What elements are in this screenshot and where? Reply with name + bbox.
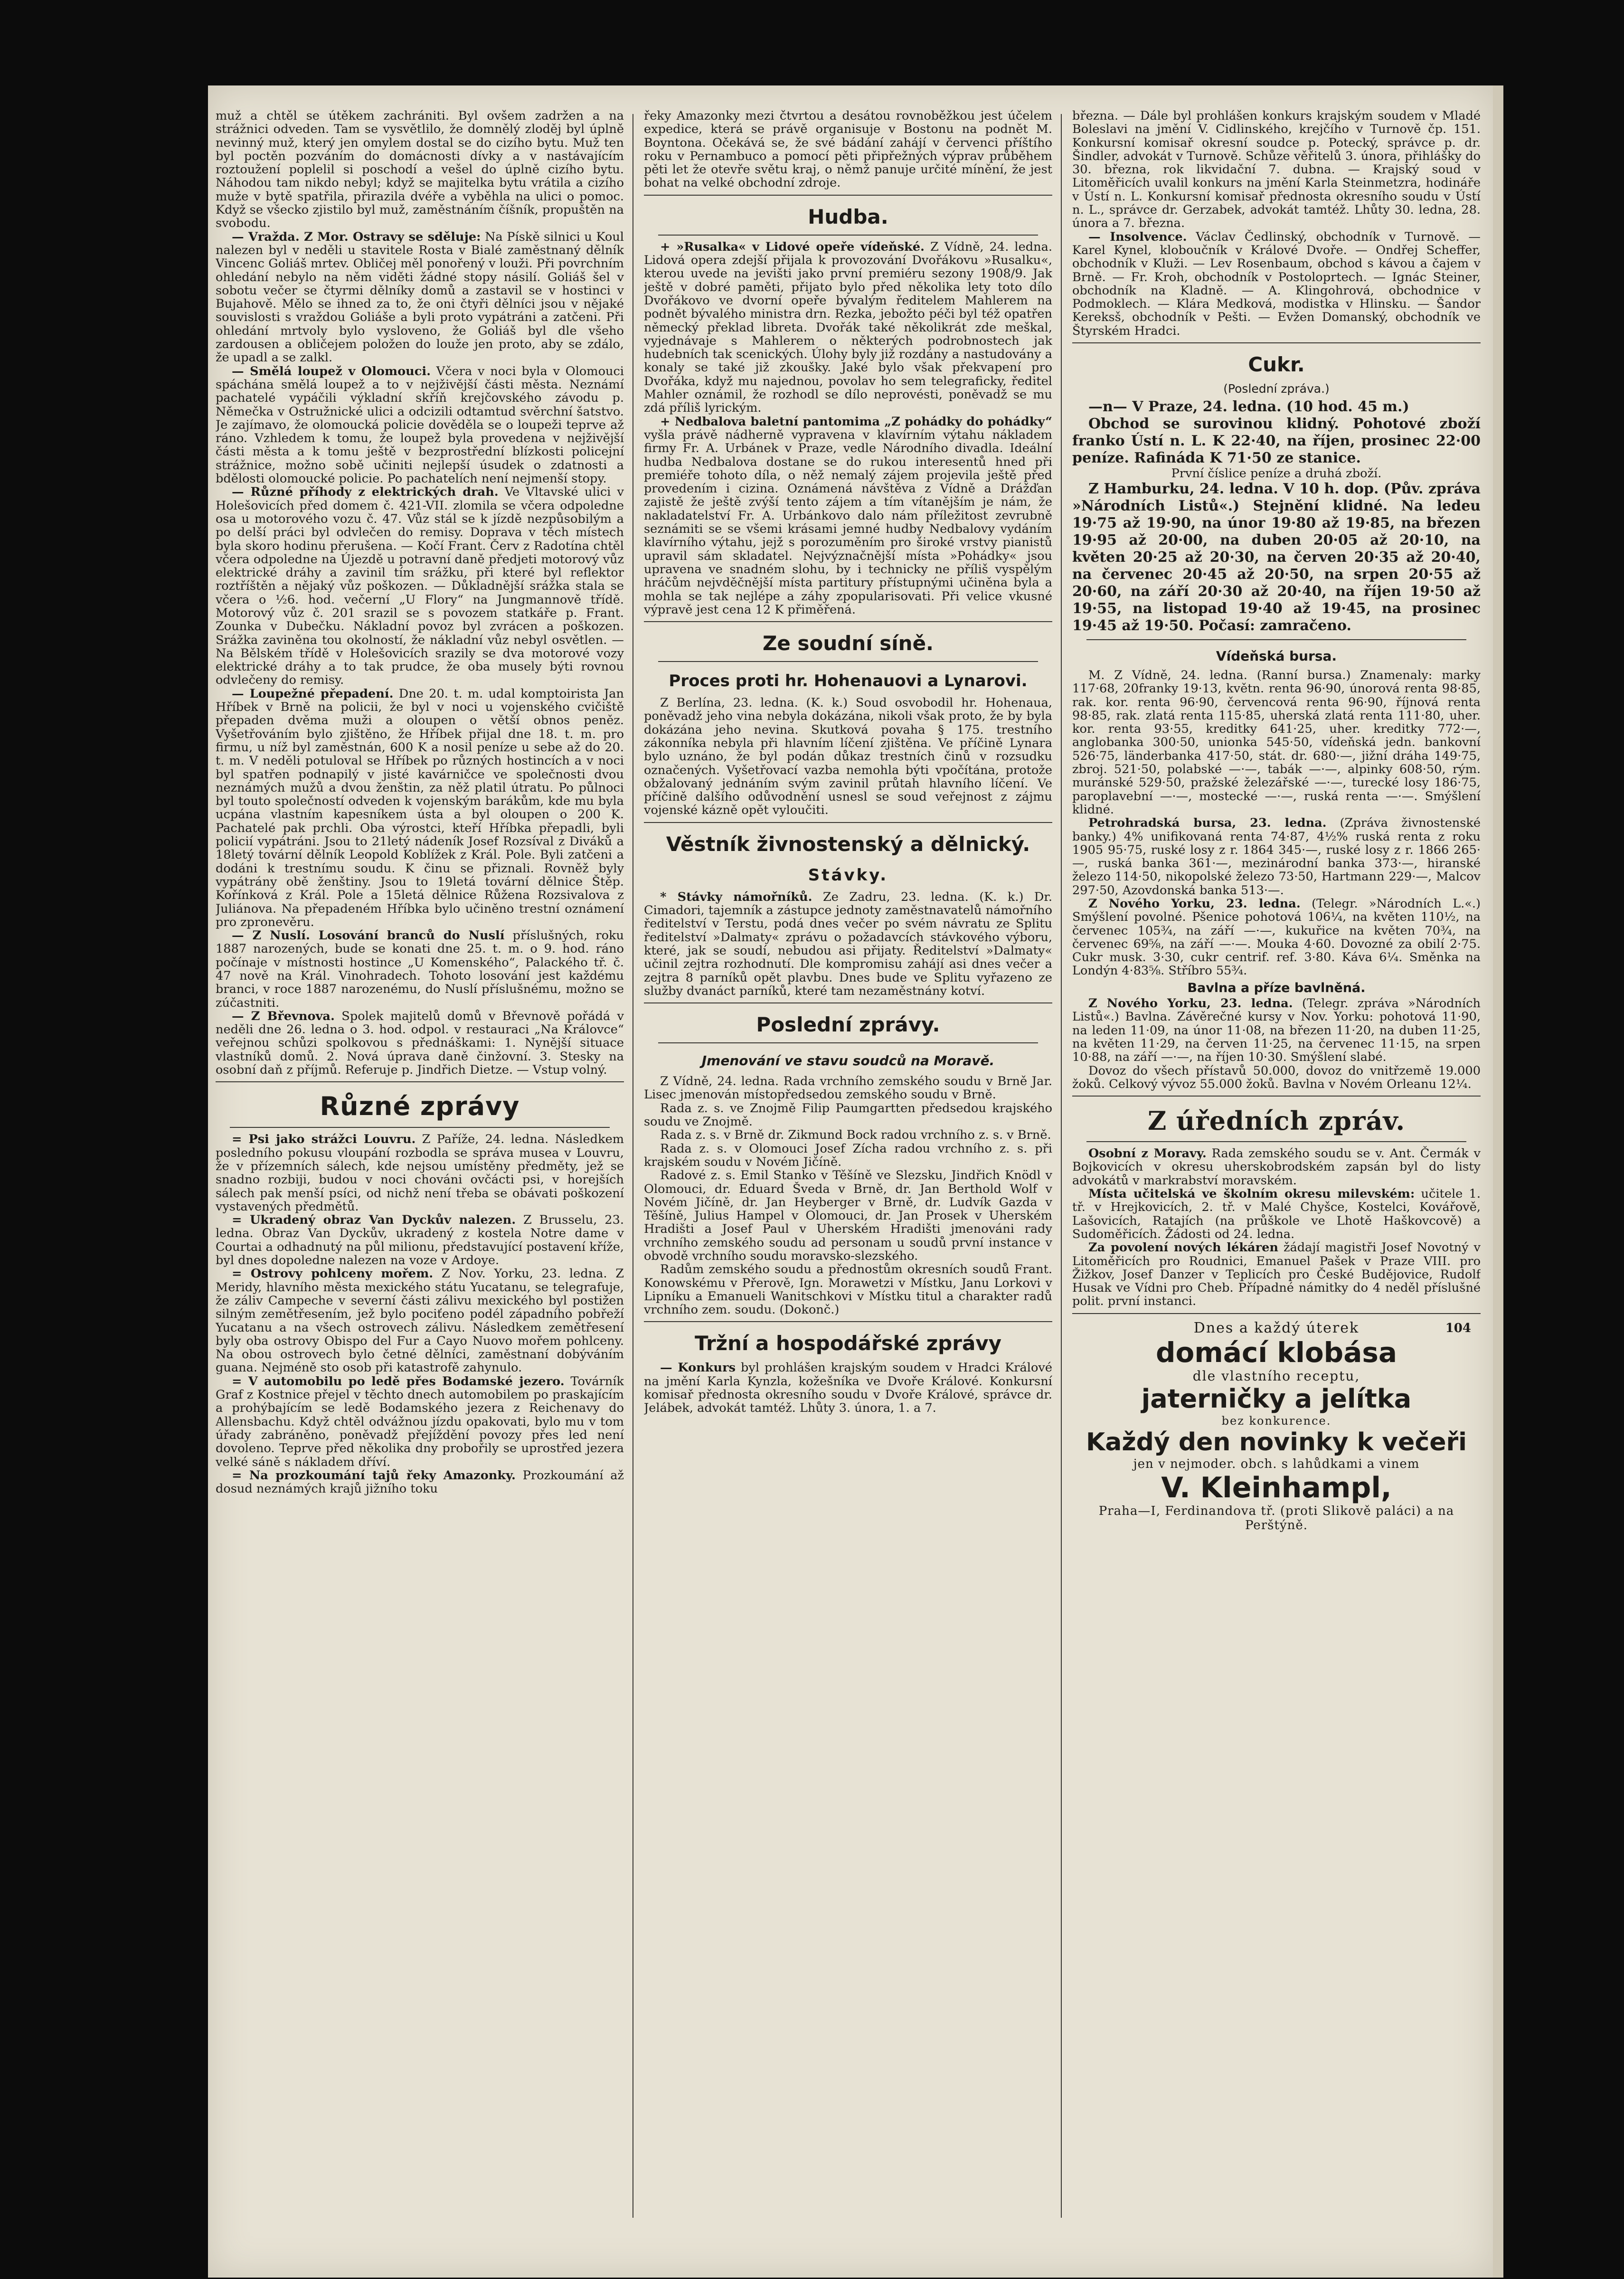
article-van-dyck xyxy=(216,1213,624,1267)
article-stavky xyxy=(644,890,1052,998)
article-lead: Za povolení nových lékáren xyxy=(1088,1240,1279,1255)
article-lead: * Stávky námořníků. xyxy=(660,889,812,904)
newspaper-page xyxy=(208,85,1493,2278)
article-proces: Z Berlína, 23. ledna. (K. k.) Soud osvobodil hr. Hohenaua, poněvadž jeho vina nebyla dokázána, nikoli však proto, že by byla dokázána jeho nevina. Skutková povaha § 175. trestního zákonníka nebyla při hlavním líčení zjištěna. Ve příčině Lynara bylo uznáno, že byl podán důkaz trestních činů v rozsudku označených. Vyšetřovací vazba nemohla býti vpočítána, protože obžalovaný jednáním svým zavinil průtah hlavního líčení. Ve příčině dalšího odůvodnění usnesl se soud veřejnost z zájmu vojenské kázně opět vyloučiti. xyxy=(644,696,1052,818)
section-heading-posledni-zpravy: Poslední zprávy. xyxy=(756,1013,940,1037)
article-mista-ucitelska xyxy=(1072,1187,1481,1241)
article-text: (Telegr. zpráva »Národních Listů«.) Bavlna. Závěrečné kursy v Nov. Yorku: pohotová 11·90, na leden 11·09, na únor 11·08, na březen 11·20, na duben 11·25, na květen 11·29, na červen 11·25, na červenec 11·15, na srpen 10·88, na září —·—, na říjen 10·30. Smýšlení slabé. xyxy=(1072,996,1481,1065)
article-text: Ze Zadru, 23. ledna. (K. k.) Dr. Cimadori, tajemník a zástupce jednoty zaměstnavatelů námořního ředitelství v Terstu, podá dnes večer po svém návratu ze Splitu ředitelství »Dalmaty« zprávu o požadavcích stávkového výboru, které, jak se soudí, nebudou asi přijaty. Ředitelství »Dalmaty« učinil zejtra rozhodnutí. Dle kompromisu zahájí asi dnes večer a zejtra 8 parníků opět plavbu. Dnes bude ve Splitu vyřazeno ze služby dvanáct parníků, které tam nezaměstnány kotví. xyxy=(644,889,1052,998)
ad-merchant-name: V. Kleinhampl, xyxy=(1161,1471,1392,1504)
article-text: Prozkoumání až dosud neznámých krajů jižního toku xyxy=(216,1468,624,1496)
article-text: Radům zemského soudu a přednostům okresních soudů Frant. Konowskému v Přerově, Ign. Morawetzi v Místku, Janu Lorkovi v Lipníku a Emanueli Wanitschkovi v Místku titul a charakter radů vrchního zem. soudu. (Dokonč.) xyxy=(644,1262,1052,1317)
article-lead: — Z Nuslí. Losování branců do Nuslí xyxy=(232,928,505,943)
article-lead: + Nedbalova baletní pantomima „Z pohádky do pohádky“ xyxy=(660,414,1052,429)
subheading-bavlna: Bavlna a příze bavlněná. xyxy=(1187,980,1366,995)
divider xyxy=(1086,1141,1466,1142)
ad-headline: Každý den novinky k večeři xyxy=(1086,1428,1467,1456)
article-lekarny xyxy=(1072,1241,1481,1308)
article-amazonka xyxy=(216,1469,624,1496)
article-lead: — Vražda. Z Mor. Ostravy se sděluje: xyxy=(232,229,481,244)
market-note: První číslice peníze a druhá zboží. xyxy=(1171,466,1382,481)
bavlna-dovoz: Dovoz do všech přístavů 50.000, dovoz do vnitřzemě 19.000 žoků. Celkový vývoz 55.000 žoků. Bavlna v Novém Orleanu 12¼. xyxy=(1072,1063,1481,1091)
section-heading-cukr: Cukr. xyxy=(1248,353,1305,377)
article-elektricke-drahy xyxy=(216,485,624,687)
article-smela-loupez xyxy=(216,365,624,486)
article-text: V 10 h. dop. (Pův. zpráva »Národních Listů«.) Stejnění klidné. Na ledeu 19·75 až 19·90, na únor 19·80 až 19·85, na březen 19·95 až 20·00, na duben 20·05 až 20·10, na květen 20·25 až 20·30, na červen 20·35 až 20·40, na červenec 20·45 až 20·50, na srpen 20·55 až 20·60, na září 20·30 až 20·40, na říjen 19·50 až 19·55, na listopad 19·40 až 19·45, na prosinec 19·45 až 19·50. Počasí: zamračeno. xyxy=(1072,480,1481,634)
divider xyxy=(658,235,1038,236)
article-text: Dne 20. t. m. udal komptoirista Jan Hříbek v Brně na policii, že byl v noci u vojenského cvičiště přepaden dvěma muži a oloupen o větší obnos peněz. Vyšetřováním bylo zjištěno, že Hříbek přijal dne 18. t. m. pro firmu, u níž byl zaměstnán, 600 K a nosil peníze u sebe až do 20. t. m. V neděli potuloval se Hříbek po různých hostincích a v noci byl spatřen podnapilý v jisté kavárničce ve společnosti dvou neznámých mužů a dvou ženštin, za něž platil útratu. Po půlnoci byl touto společností odveden k vojenským barákům, kde mu byla ucpána vlastním kapesníkem ústa a byl oloupen o 200 K. Pachatelé pak prchli. Oba výrostci, kteří Hříbka přepadli, byli policií vypátráni. Jsou to 21letý nádeník Josef Rozsíval z Diváků a 18letý tovární dělník Leopold Koblížek z Král. Pole. Byli zatčeni a dodáni k trestnímu soudu. K činu se přiznali. Rovněž byly vypátrány obě ženštiny. Jsou to 19letá tovární dělnice Štěp. Kořínková z Král. Pole a 15letá dělnice Růžena Rozsivalova z Juliánova. Na přepadeném Hříbka bylo učiněno trestní oznámení pro zpronevěru. xyxy=(216,686,624,929)
article-lead: = V automobilu po ledě přes Bodamské jezero. xyxy=(232,1374,565,1389)
new-york-report xyxy=(1072,897,1481,978)
subheading-proces: Proces proti hr. Hohenauovi a Lynarovi. xyxy=(669,671,1028,691)
article-lead: — Konkurs xyxy=(660,1361,736,1375)
article-lead: Z Nového Yorku, 23. ledna. xyxy=(1088,996,1293,1011)
article-end-text: muž a chtěl se útěkem zachrániti. Byl ovšem zadržen a na strážnici odveden. Tam se vysvětlilo, že domnělý zloděj byl úplně nevinný muž, který jen omylem dostal se do cizího bytu. Muž ten byl poctěn pozváním do domácnosti dívky a v nastávajícím roztoužení poplelil si poschodí a vešel do úplně cizího bytu. Náhodou tam nikdo nebyl; když se majitelka bytu vrátila a cizího muže v bytě spatřila, přirazila dvéře a vyběhla na ulici o pomoc. Když se všecko zjistilo byl muž, zaměstnáním číšník, propuštěn na svobodu. xyxy=(216,109,624,231)
divider xyxy=(644,195,1052,196)
article-lead: = Ukradený obraz Van Dyckův nalezen. xyxy=(232,1213,516,1228)
article-text: (Zpráva živnostenské banky.) 4% unifikovaná renta 74·87, 4½% ruská renta z roku 1905 95·75, ruské losy z r. 1864 345·—, ruské losy z r. 1866 265·—, ruská banka 361·—, mezinárodní banka 373·—, hiranské železo 114·50, nikopolské železo 73·50, Hartmann 229·—, Malcov 297·50, Azovdonská banka 513·—. xyxy=(1072,816,1481,898)
article-text: Rada z. s. v Olomouci Josef Zícha radou vrchního z. s. při krajském soudu v Novém Jičíně. xyxy=(644,1141,1052,1169)
article-z-nusli xyxy=(216,929,624,1010)
section-heading-hudba: Hudba. xyxy=(808,205,888,228)
column-1 xyxy=(216,109,624,2222)
article-text: Včera v noci byla v Olomouci spáchána smělá loupež a to v nejživější části města. Neznámí pachatelé vypáčili výkladní skříň krejčovského závodu p. Němečka v Ostružnické ulici a odcizili odtamtud svěrchní šatstvo. Je zajímavo, že olomoucká policie dověděla se o loupeži teprve až ráno. Vzhledem k tomu, že loupež byla provedena v nejživější části města a k tomu ještě v bezprostřední blízkosti policejní strážnice, možno sobě učiniti nejlepší úsudek o zdatnosti a bdělosti olomoucké policie. Po pachatelích není nejmenší stopy. xyxy=(216,364,624,486)
article-text: Z Brusselu, 23. ledna. Obraz Van Dyckův, ukradený z kostela Notre dame v Courtai a odhadnutý na půl milionu, představující postavení kříže, byl dnes dopoledne nalezen na voze v Ardoye. xyxy=(216,1213,624,1268)
article-lead: + »Rusalka« v Lidové opeře vídeňské. xyxy=(660,239,925,254)
article-text: Spolek majitelů domů v Břevnově pořádá v neděli dne 26. ledna o 3. hod. odpol. v restauraci „Na Královce“ veřejnou schůzi spolkovou s přednáškami: 1. Nynější situace vlastníků domů. 2. Nová úprava daně činžovní. 3. Stesky na osobní daň z příjmů. Referuje p. Jindřich Dietze. — Vstup volný. xyxy=(216,1009,624,1078)
market-report-text: Obchod se surovinou klidný. Pohotové zboží franko Ústí n. L. K 22·40, na říjen, prosinec 22·00 peníze. Rafináda K 71·50 ze stanice. xyxy=(1072,416,1481,467)
article-text: Z Nov. Yorku, 23. ledna. Z Meridy, hlavního města mexického státu Yucatanu, se telegrafuje, že záliv Campeche v severní části zálivu mexického byl postižen silným zemětřesením, jež bylo pociťeno podél západního pobřeží Yucatanu a na všech ostrovech zálivu. Následkem zemětřesení byly oba ostrovy Obispo del Fur a Cayo Nuovo mořem pohlceny. Na obou ostrovech bylo četné dělníci, zaměstnaní dobýváním guana. Nejméně sto osob při katastrofě zahynulo. xyxy=(216,1267,624,1375)
article-lead: Z Hamburku, 24. ledna. xyxy=(1088,480,1278,497)
column-rule xyxy=(1061,114,1062,2218)
article-nedbal xyxy=(644,415,1052,616)
article-lead: Osobní z Moravy. xyxy=(1088,1146,1207,1161)
section-heading-vestnik: Věstník živnostenský a dělnický. xyxy=(666,832,1030,856)
paper-edge xyxy=(1493,85,1503,2278)
article-text: Radové z. s. Emil Stanko v Těšíně ve Slezsku, Jindřich Knödl v Olomouci, dr. Eduard Šveda v Brně, dr. Jan Berthold Wolf v Novém Jičíně, dr. Jan Heyberger v Brně, dr. Ludvík Gazda v Těšíně, Julius Hampel v Olomouci, dr. Jan Prosek v Uherském Hradišti a Josef Paul v Uherském Hradišti jmenováni rady vrchního zemského soudu ad personam u soudů první instance v obvodě vrchního soudu moravsko-slezského. xyxy=(644,1168,1052,1263)
article-text: Z Vídně, 24. ledna. Rada vrchního zemského soudu v Brně Jar. Lisec jmenován místopředsedou zemského soudu v Brně. xyxy=(644,1074,1052,1102)
market-report-praha: —n— V Praze, 24. ledna. (10 hod. 45 m.) xyxy=(1088,398,1409,416)
divider xyxy=(1072,1313,1481,1314)
ad-line: dle vlastního receptu, xyxy=(1192,1368,1360,1384)
divider xyxy=(1072,1096,1481,1097)
article-text: Továrník Graf z Kostnice přejel v těchto dnech automobilem po praskajícím a prohýbajícím se ledě Bodamského jezera z Reichenavy do Allensbachu. Když chtěl odvážnou jízdu opakovati, bylo mu v tom úřady zabráněno, poněvadž přejíždění povozy přes led není dovoleno. Teprve před několika dny probořily se uprostřed jezera velké sáně s nákladem dříví. xyxy=(216,1374,624,1469)
divider xyxy=(1086,639,1466,640)
section-heading-uredni-zpravy: Z úředních zpráv. xyxy=(1147,1106,1406,1136)
section-heading-trzni-zpravy: Tržní a hospodářské zprávy xyxy=(694,1332,1002,1355)
ad-headline: jaterničky a jelítka xyxy=(1141,1383,1412,1414)
market-report-hamburk xyxy=(1072,481,1481,634)
divider xyxy=(1072,342,1481,343)
column-3 xyxy=(1072,109,1481,2222)
article-text: Ve Vltavské ulici v Holešovicích před domem č. 421-VII. zlomila se včera odpoledne osa u motorového vozu č. 47. Vůz stál se k jízdě nezpůsobilým a po delší práci byl odvlečen do remisy. Doprava v těch místech byla skoro hodinu přerušena. — Kočí Frant. Červ z Radotína chtěl včera odpoledne na Újezdě u potravní daně předjeti motorový vůz elektrické dráhy a zavinil tím srážku, při které byl reflektor roztříštěn a nějaký vůz poškozen. — Důkladnější srážka stala se včera o ½6. hod. večerní „U Flory“ na Jungmannově třídě. Motorový vůz č. 201 srazil se s povozem statkáře p. Frant. Zounka v Dubečku. Nákladní povoz byl zvrácen a poškozen. Srážka zaviněna tou okolností, že nákladní vůz nebyl osvětlen. — Na Bělském třídě v Holešovicích srazily se dva motorové vozy elektrické dráhy a to tak prudce, že oba musely býti rovnou odvlečeny do remisy. xyxy=(216,485,624,688)
article-lead: Místa učitelská ve školním okresu milevském: xyxy=(1088,1187,1415,1201)
article-text: vyšla právě nádherně vypravena v klavírním výtahu nákladem firmy Fr. A. Urbánek v Praze, vedle Národního divadla. Ideální hudba Nedbalova dostane se do rukou interesentů hned při premiéře tohoto díla, o něž nemalý zájem projevila ještě před provedením i cizina. Oznámená návštěva z Vídně a Drážďan zajistě že ještě zvýší tento zájem a tím vítanějším je nám, že nakladatelství Fr. A. Urbánkovo dalo nám příležitost zevrubně seznámiti se se všemi krásami jemné hudby Nedbalovy vydáním klavírního výtahu, jejž s porozuměním pro široké vrstvy pianistů upravil sám skladatel. Nejvýznačnější místa »Pohádky« jsou upravena ve snadném slohu, by i technicky ne příliš vyspělým hráčům nejvděčnější místa partitury přístupnými učiněna byla a mohla se tak nejlépe a záhy zpopularisovati. Při velice vkusné výpravě jest cena 12 K přiměřená. xyxy=(644,427,1052,617)
article-z-brevnova xyxy=(216,1010,624,1077)
article-lead: = Psi jako strážci Louvru. xyxy=(232,1132,416,1147)
subheading-posledni-zprava: (Poslední zpráva.) xyxy=(1223,382,1330,396)
article-louvre xyxy=(216,1133,624,1213)
divider xyxy=(644,822,1052,823)
article-lead: — Různé příhody z elektrických drah. xyxy=(232,485,499,500)
article-end-text: řeky Amazonky mezi čtvrtou a desátou rovnoběžkou jest účelem expedice, která se právě organisuje v Bostonu na podnět M. Boyntona. Očekává se, že své bádání zahájí v červenci příštího roku v Pernambuco a pomocí pěti připřežných výprav průběhem pěti let že otevře světu kraj, o němž panuje určité mínění, že jest bohat na velké obchodní zdroje. xyxy=(644,109,1052,190)
article-lead: — Z Břevnova. xyxy=(232,1009,335,1023)
ad-line: bez konkurence. xyxy=(1221,1414,1331,1428)
divider xyxy=(644,1002,1052,1003)
article-insolvence xyxy=(1072,230,1481,338)
divider xyxy=(658,1042,1038,1043)
article-lead: — Smělá loupež v Olomouci. xyxy=(232,364,431,378)
article-text: žádají magistři Josef Novotný v Litoměřicích pro Roudnici, Emanuel Pašek v Praze VIII. pro Žižkov, Josef Danzer v Teplicích pro České Budějovice, Rudolf Husak ve Vídni pro Cheb. Případné námitky do 4 neděl příslušné polit. první instanci. xyxy=(1072,1240,1481,1309)
bavlna-report xyxy=(1072,997,1481,1064)
subheading-stavky: Stávky. xyxy=(808,865,888,885)
article-end-text: března. — Dále byl prohlášen konkurs krajským soudem v Mladé Boleslavi na jmění V. Cidlinského, krejčího v Turnově čp. 151. Konkursní komisař okresní soudce p. Potecký, správce p. dr. Šindler, advokát v Turnově. Schůze věřitelů 3. února, přihlášky do 30. března, rok likvidační 7. dubna. — Krajský soud v Litoměřicích uvalil konkurs na jmění Karla Steinmetzra, hodináře v Ústí n. L. Konkursní komisař přednosta okresního soudu v Ústí n. L., správce dr. Gerzabek, advokát tamtéž. Lhůty 30. ledna, 28. února a 7. března. xyxy=(1072,109,1481,231)
article-konkurs xyxy=(644,1361,1052,1415)
section-heading-soudni-sin: Ze soudní síně. xyxy=(762,632,934,655)
article-rusalka xyxy=(644,240,1052,415)
divider xyxy=(658,661,1038,662)
divider xyxy=(644,1321,1052,1322)
article-text: příslušných, roku 1887 narozených, bude se konati dne 25. t. m. o 9. hod. ráno počínaje v místnosti hostince „U Komenského“, Palackého tř. č. 47 nově na Král. Vinohradech. Tohoto losování jest každému branci, v roce 1887 narozenému, do Nuslí příslušnému, možno se zúčastniti. xyxy=(216,928,624,1010)
article-ostrovy xyxy=(216,1267,624,1374)
article-lead: — Insolvence. xyxy=(1088,229,1187,244)
ad-headline: domácí klobása xyxy=(1155,1336,1397,1369)
ad-number: 104 xyxy=(1445,1321,1471,1335)
subheading-jmenovani: Jmenování ve stavu soudců na Moravě. xyxy=(701,1053,995,1069)
petrohrad-bursa xyxy=(1072,816,1481,897)
article-lead: = Na prozkoumání tajů řeky Amazonky. xyxy=(232,1468,516,1483)
advertisement-kleinhampl xyxy=(1072,1320,1481,1532)
divider xyxy=(216,1081,624,1082)
section-heading-videnska-bursa: Vídeňská bursa. xyxy=(1216,648,1337,664)
column-2 xyxy=(644,109,1052,2222)
article-automobil xyxy=(216,1375,624,1469)
article-lead: — Loupežné přepadení. xyxy=(232,686,394,701)
article-lead: = Ostrovy pohlceny mořem. xyxy=(232,1267,434,1281)
article-text: učitele 1. tř. v Hrejkovicích, 2. tř. v Malé Chyšce, Kostelci, Kovářově, Lašovicích, Ratajích (na průškole ve Lhotě Haškovcově) a Sudoměřicích. Žádosti od 24. ledna. xyxy=(1072,1187,1481,1241)
article-loupezne-prepadeni xyxy=(216,687,624,929)
article-text: Z Vídně, 24. ledna. Lidová opera zdejší přijala k provozování Dvořákovu »Rusalku«, kterou uvede na jevišti jako první premiéru sezony 1908/9. Jak ještě v dobré paměti, přijato bylo před několika lety toto dílo Dvořákovo ve dvorní opeře bývalým ředitelem Mahlerem na podnět bývalého ministra drn. Rezka, jebožto péči byl též opatřen německý překlad libreta. Dvořák také několikrát zde meškal, vyjednávaje s Mahlerem o některých podrobnostech jak hudebních tak scenických. Úlohy byly již rozdány a nastudovány a konaly se také již zkoušky. Jaké bylo však překvapení pro Dvořáka, když mu najednou, povolav ho sem telegraficky, ředitel Mahler oznámil, že rozhodl se dílo neprovésti, poněvadž se mu zdá příliš lyrickým. xyxy=(644,239,1052,416)
article-lead: Petrohradská bursa, 23. ledna. xyxy=(1088,816,1327,831)
article-text: Rada zemského soudu se v. Ant. Čermák v Bojkovicích v okresu uherskobrodském zapsán byl do listy advokátů v markrabství moravském. xyxy=(1072,1146,1481,1188)
ad-line: Dnes a každý úterek xyxy=(1193,1319,1360,1336)
ad-line: jen v nejmoder. obch. s lahůdkami a vinem xyxy=(1133,1456,1420,1471)
article-text: Václav Čedlinský, obchodník v Turnově. — Karel Kynel, kloboučník v Králové Dvoře. — Ondřej Scheffer, obchodník v Kluži. — Lev Rosenbaum, obchod s kávou a čajem v Brně. — Fr. Kroh, obchodník v Postoloprtech. — Ignác Steiner, obchodník na Kladně. — A. Klingohrová, obchodnice v Podmoklech. — Klára Medková, modistka v Hlinsku. — Šandor Kereksš, obchodník v Pešti. — Evžen Domanský, obchodník ve Štyrském Hradci. xyxy=(1072,229,1481,338)
divider xyxy=(230,1127,610,1128)
article-text: Rada z. s. ve Znojmě Filip Paumgartten předsedou krajského soudu ve Znojmě. xyxy=(644,1101,1052,1129)
ad-address: Praha—I, Ferdinandova tř. (proti Slikově paláci) a na Perštýně. xyxy=(1098,1504,1454,1532)
article-text: (Telegr. »Národních L.«.) Smýšlení povolné. Pšenice pohotová 106¼, na květen 110½, na červenec 105¾, na září —·—, kukuřice na květen 70¾, na červenec 69⅝, na září —·—. Mouka 4·60. Dovozné za obilí 2·75. Cukr musk. 3·30, cukr centrif. ref. 3·80. Káva 6¼. Směnka na Londýn 4·83⅝. Stříbro 55¾. xyxy=(1072,896,1481,978)
article-text: byl prohlášen krajským soudem v Hradci Králové na jmění Karla Kynzla, kožešníka ve Dvoře Králové. Konkursní komisař přednosta okresního soudu v Dvoře Králové, správce dr. Jelábek, advokát tamtéž. Lhůty 3. února, 1. a 7. xyxy=(644,1361,1052,1416)
article-text: Rada z. s. v Brně dr. Zikmund Bock radou vrchního z. s. v Brně. xyxy=(660,1128,1051,1143)
section-heading-ruzne-zpravy: Různé zprávy xyxy=(320,1091,520,1122)
divider xyxy=(644,621,1052,622)
article-lead: Z Nového Yorku, 23. ledna. xyxy=(1088,896,1301,911)
article-text: Z Paříže, 24. ledna. Následkem posledního pokusu vloupání rozbodla se správa musea v Louvru, že v přízemních sálech, kde nejsou umístěny předměty, jež se snadno rozbiji, budou v noci chováni ovčácti psi, v horejších sálech pak menší psíci, od nichž není třeba se obávati poškození vystavených předmětů. xyxy=(216,1132,624,1214)
bursa-report: M. Z Vídně, 24. ledna. (Ranní bursa.) Znamenaly: marky 117·68, 20franky 19·13, květn. renta 96·90, únorová renta 98·85, rak. kor. renta 96·90, červencová renta 96·90, říjnová renta 98·85, rak. zlatá renta 115·85, uherská zlatá renta 111·80, uher. kor. renta 93·55, kreditky 641·25, uher. kreditky 772·—, anglobanka 300·50, unionka 545·50, vídeňská jedn. bankovní 526·75, länderbanka 417·50, stát. dr. 680·—, jižní dráha 149·75, zbroj. 521·50, polabské —·—, tabák —·—, alpinky 608·50, rým. muránské 529·50, pražské železářské —·—, turecké losy 186·75, paroplavební —·—, mostecké —·—, ruská renta —·—. Smýšlení klidné. xyxy=(1072,668,1481,817)
article-osobni xyxy=(1072,1147,1481,1187)
article-text: Na Pískě silnici u Koul nalezen byl v neděli u stavitele Rosta v Bialé zaměstnaný dělník Vincenc Goliáš mrtev. Obličej měl ponořený v louži. Při povrchním ohledání nebylo na něm viděti žádné stopy násilí. Goliáš šel v sobotu večer se čtyrmi dělníky domů a zastavil se v hostinci v Bujahově. Mělo se ihned za to, že oni čtyři dělníci jsou v nějaké souvislosti s vraždou Goliáše a byli proto vypátráni a zatčeni. Při ohledání mrtvoly bylo vysloveno, že Goliáš byl dle všeho zardousen a obličejem položen do louže jen proto, aby se zdálo, že upadl a se zalkl. xyxy=(216,229,624,365)
article-vrazda xyxy=(216,230,624,365)
